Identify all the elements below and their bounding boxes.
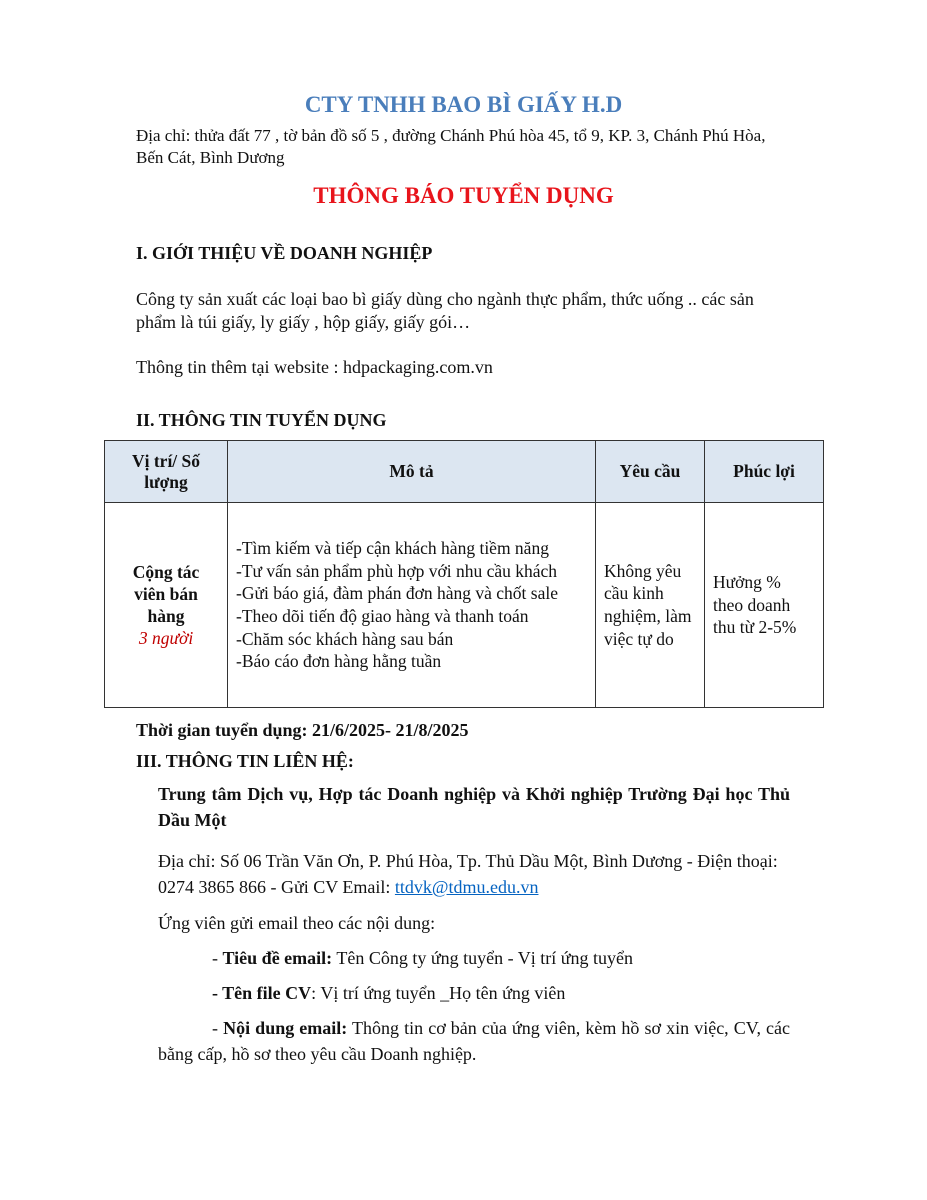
section-1-heading: I. GIỚI THIỆU VỀ DOANH NGHIỆP [136,243,433,263]
section-3-heading: III. THÔNG TIN LIÊN HỆ: [136,751,354,771]
instruction-label: Tiêu đề email: [222,948,333,968]
description-item: -Tư vấn sản phẩm phù hợp với nhu cầu khách [236,560,558,581]
header-requirement: Yêu cầu [596,441,705,503]
position-title-1: Cộng tác [132,562,200,582]
table-row [105,503,824,708]
position-title-3: hàng [147,606,185,626]
instruction-text: : Vị trí ứng tuyển _Họ tên ứng viên [311,983,566,1003]
instruction-label: Tên file CV [222,983,312,1003]
email-link[interactable]: ttdvk@tdmu.edu.vn [394,877,539,897]
description-item: -Tìm kiếm và tiếp cận khách hàng tiềm năng [236,537,549,558]
header-description: Mô tả [228,441,596,503]
instruction-item-subject: - Tiêu đề email: Tên Công ty ứng tuyển - Vị trí ứng tuyển [212,948,633,968]
company-name: CTY TNHH BAO BÌ GIẤY H.D [304,92,623,117]
company-address: Địa chỉ: thửa đất 77 , tờ bản đồ số 5 , đường Chánh Phú hòa 45, tổ 9, KP. 3, Chánh Phú Hòa, Bến Cát, Bình Dương [136,126,766,167]
instruction-text: Thông tin cơ bản của ứng viên, kèm hồ sơ xin việc, CV, các bằng cấp, hồ sơ theo yêu cầu Doanh nghiệp. [158,1018,791,1064]
instruction-item-filename: - Tên file CV: Vị trí ứng tuyển _Họ tên ứng viên [212,983,566,1003]
position-count: 3 người [138,628,194,648]
benefit-cell: Hưởng % theo doanh thu từ 2-5% [705,503,824,708]
position-title-2: viên bán [134,584,198,604]
description-item: -Báo cáo đơn hàng hằng tuần [236,651,442,672]
header-position: Vị trí/ Số lượng [105,441,228,503]
email-instructions: Ứng viên gửi email theo các nội dung: [158,913,436,933]
contact-address-text: Địa chỉ: Số 06 Trần Văn Ơn, P. Phú Hòa, Tp. Thủ Dầu Một, Bình Dương - Điện thoại: 0274 3865 866 - Gửi CV Email: [158,851,778,897]
instruction-text: Tên Công ty ứng tuyển - Vị trí ứng tuyển [332,948,633,968]
organization-name: Trung tâm Dịch vụ, Hợp tác Doanh nghiệp và Khởi nghiệp Trường Đại học Thủ Dầu Một [158,784,790,830]
header-benefit: Phúc lợi [705,441,824,503]
contact-address [158,848,790,900]
requirement-cell: Không yêu cầu kinh nghiệm, làm việc tự do [596,503,705,708]
instruction-label: Nội dung email: [223,1018,348,1038]
website-info: Thông tin thêm tại website : hdpackaging.com.vn [136,357,493,377]
section-2-heading: II. THÔNG TIN TUYỂN DỤNG [136,410,387,430]
recruitment-table [104,440,824,708]
company-description: Công ty sản xuất các loại bao bì giấy dùng cho ngành thực phẩm, thức uống .. các sản phẩm là túi giấy, ly giấy , hộp giấy, giấy gói… [136,289,754,332]
recruitment-period: Thời gian tuyển dụng: 21/6/2025- 21/8/2025 [136,720,469,740]
description-cell [228,503,596,708]
table-header-row [105,441,824,503]
instruction-item-content: - Nội dung email: Thông tin cơ bản của ứng viên, kèm hồ sơ xin việc, CV, các bằng cấp, hồ sơ theo yêu cầu Doanh nghiệp. [158,1018,791,1064]
description-item: -Chăm sóc khách hàng sau bán [236,628,454,649]
description-item: -Theo dõi tiến độ giao hàng và thanh toán [236,606,529,626]
position-cell [105,503,228,708]
description-item: -Gửi báo giá, đàm phán đơn hàng và chốt sale [236,583,558,604]
notice-title: THÔNG BÁO TUYỂN DỤNG [313,183,614,208]
